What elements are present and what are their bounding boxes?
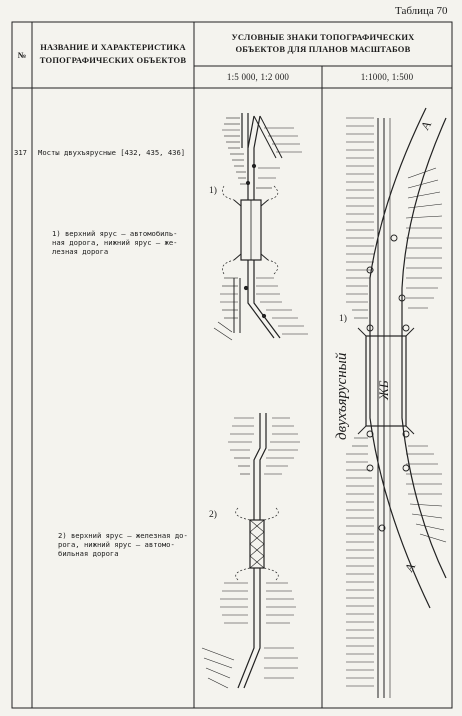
row-number: 317 xyxy=(14,148,27,157)
header-signs-line2: ОБЪЕКТОВ ДЛЯ ПЛАНОВ МАСШТАБОВ xyxy=(235,44,411,54)
row-title: Мосты двухъярусные [432, 435, 436] xyxy=(38,148,186,157)
table-caption: Таблица 70 xyxy=(395,5,448,17)
item2-line2: рога, нижний ярус — автомо- xyxy=(58,540,175,549)
road-letter-top: А xyxy=(417,117,435,133)
item2-line1: 2) верхний ярус — железная до- xyxy=(58,531,188,540)
header-scale-b: 1:1000, 1:500 xyxy=(360,72,414,82)
material-label: ЖБ xyxy=(376,380,391,400)
item1-line3: лезная дорога xyxy=(52,247,109,256)
small-scale-bridge-signs xyxy=(194,88,322,708)
drawing-mark-1: 1) xyxy=(209,186,217,196)
road-letter-bottom: А xyxy=(401,559,419,575)
header-signs-line1: УСЛОВНЫЕ ЗНАКИ ТОПОГРАФИЧЕСКИХ xyxy=(231,32,415,42)
header-name-line2: ТОПОГРАФИЧЕСКИХ ОБЪЕКТОВ xyxy=(39,55,187,65)
item1-line2: ная дорога, нижний ярус — же- xyxy=(52,238,178,247)
item2-line3: бильная дорога xyxy=(58,549,119,558)
header-scale-a: 1:5 000, 1:2 000 xyxy=(226,72,290,82)
header-number: № xyxy=(17,50,27,60)
vertical-label-two-tier: двухъярусный xyxy=(334,352,350,440)
drawing-mark-2: 2) xyxy=(209,510,217,520)
drawing-mark-3: 1) xyxy=(339,314,347,324)
item1-line1: 1) верхний ярус — автомобиль- xyxy=(52,229,178,238)
header-name-line1: НАЗВАНИЕ И ХАРАКТЕРИСТИКА xyxy=(40,42,186,52)
